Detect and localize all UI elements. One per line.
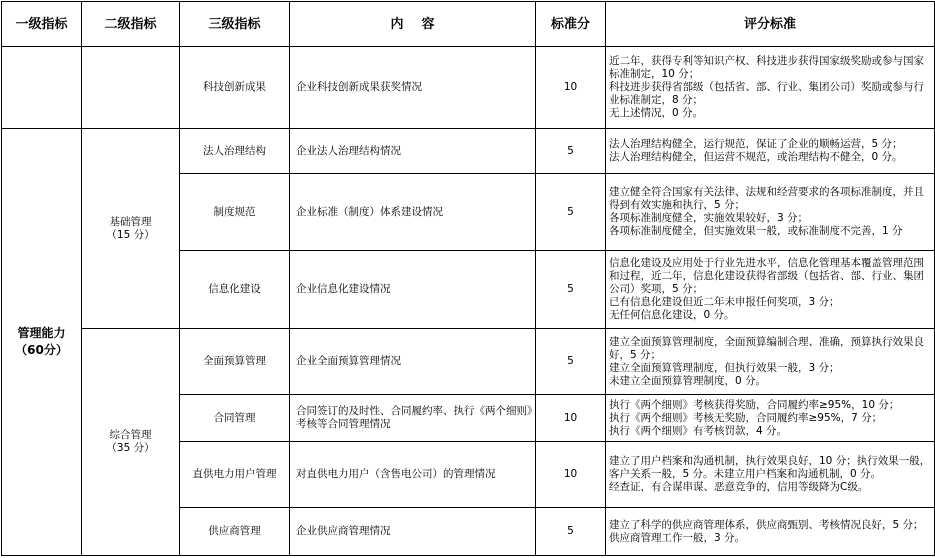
content-cell: 对直供电力用户（含售电公司）的管理情况 [290,442,536,508]
group-basic-score: （15 分） [106,228,155,241]
header-level1: 一级指标 [2,2,82,47]
header-level3: 三级指标 [180,2,290,47]
group-general-score: （35 分） [106,442,155,454]
group-basic-name: 基础管理 [109,215,152,228]
level1-cell [2,129,82,556]
indicator-cell: 信息化建设 [180,251,290,329]
indicator-cell: 法人治理结构 [180,129,290,174]
criteria-cell: 信息化建设及应用处于行业先进水平，信息化管理基本覆盖管理范围和过程，近二年，信息化建设获得省部级（包括省、部、行业、集团公司）奖项，5 分； 已有信息化建设但近二年未申报任何奖项，3 分； 无任何信息化建设，0 分。 [606,251,935,329]
score-cell: 5 [536,508,606,556]
criteria-cell: 建立全面预算管理制度，全面预算编制合理、准确，预算执行效果良好，5 分； 建立全面预算管理制度，但执行效果一般，3 分； 未建立全面预算管理制度，0 分。 [606,329,935,395]
table-row [2,47,935,129]
score-cell: 10 [536,47,606,129]
score-cell: 5 [536,129,606,174]
header-row [2,2,935,47]
header-content: 内 容 [290,2,536,47]
table-row [2,129,935,174]
empty-cell [2,47,82,129]
indicator-cell: 供应商管理 [180,508,290,556]
criteria-cell: 近二年，获得专利等知识产权、科技进步获得国家级奖励或参与国家标准制定，10 分； 科技进步获得省部级（包括省、部、行业、集团公司）奖励或参与行业标准制定，8 分； 无上述情况，0 分。 [606,47,935,129]
content-cell: 企业信息化建设情况 [290,251,536,329]
scoring-table [1,1,935,556]
level1-name: 管理能力 [17,326,66,340]
group-general-name: 综合管理 [109,429,152,441]
group-basic-cell [82,129,180,329]
score-cell: 10 [536,442,606,508]
score-cell: 5 [536,329,606,395]
header-level2: 二级指标 [82,2,180,47]
indicator-cell: 全面预算管理 [180,329,290,395]
content-cell: 企业供应商管理情况 [290,508,536,556]
criteria-cell: 法人治理结构健全，运行规范，保证了企业的顺畅运营，5 分； 法人治理结构健全，但运营不规范，或治理结构不健全，0 分。 [606,129,935,174]
criteria-cell: 建立了科学的供应商管理体系，供应商甄别、考核情况良好，5 分； 供应商管理工作一般，3 分。 [606,508,935,556]
header-std-score: 标准分 [536,2,606,47]
table-row [2,329,935,395]
criteria-cell: 建立了用户档案和沟通机制，执行效果良好，10 分；执行效果一般，客户关系一般，5 分。未建立用户档案和沟通机制，0 分。 经查证，有合谋串谋、恶意竞争的，信用等级降为C级。 [606,442,935,508]
criteria-cell: 建立健全符合国家有关法律、法规和经营要求的各项标准制度，并且得到有效实施和执行，5 分； 各项标准制度健全，实施效果较好，3 分； 各项标准制度健全，但实施效果一般，或标准制度不完善，1 分 [606,174,935,251]
content-cell: 合同签订的及时性、合同履约率、执行《两个细则》考核等合同管理情况 [290,395,536,442]
content-cell: 企业科技创新成果获奖情况 [290,47,536,129]
group-general-cell [82,329,180,556]
empty-cell [82,47,180,129]
score-cell: 5 [536,174,606,251]
indicator-cell: 科技创新成果 [180,47,290,129]
score-cell: 10 [536,395,606,442]
content-cell: 企业法人治理结构情况 [290,129,536,174]
level1-score: （60分） [15,343,68,357]
content-cell: 企业标准（制度）体系建设情况 [290,174,536,251]
indicator-cell: 合同管理 [180,395,290,442]
criteria-cell: 执行《两个细则》考核获得奖励，合同履约率≥95%，10 分； 执行《两个细则》考核无奖励，合同履约率≥95%，7 分； 执行《两个细则》有考核罚款，4 分。 [606,395,935,442]
header-criteria: 评分标准 [606,2,935,47]
score-cell: 5 [536,251,606,329]
indicator-cell: 制度规范 [180,174,290,251]
indicator-cell: 直供电力用户管理 [180,442,290,508]
content-cell: 企业全面预算管理情况 [290,329,536,395]
